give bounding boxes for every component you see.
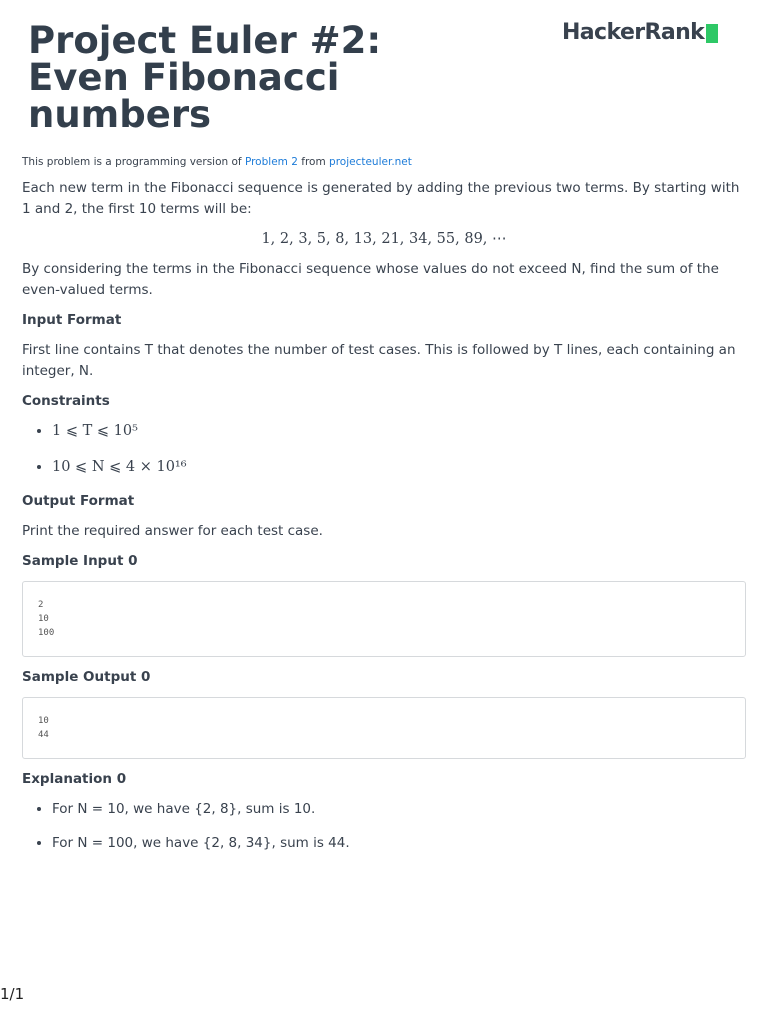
title-line-3: numbers — [28, 93, 212, 136]
intro-prefix: This problem is a programming version of — [22, 156, 245, 168]
code-line: 44 — [38, 730, 49, 740]
code-line: 10 — [38, 716, 49, 726]
sample-input-box[interactable] — [22, 581, 746, 657]
problem-content — [22, 156, 746, 867]
projecteuler-link[interactable]: projecteuler.net — [329, 156, 412, 168]
sample-output-box[interactable] — [22, 697, 746, 759]
problem-2-link[interactable]: Problem 2 — [244, 156, 298, 168]
intro-text — [22, 156, 746, 168]
code-line: 10 — [38, 614, 49, 624]
sample-output-heading: Sample Output 0 — [22, 669, 151, 685]
intro-middle: from — [297, 156, 330, 168]
constraints-list — [22, 421, 746, 477]
explanation-item: • For N = 10, we have {2, 8}, sum is 10. — [52, 799, 746, 819]
problem-paragraph-1: Each new term in the Fibonacci sequence is generated by adding the previous two terms. By starting with 1 and 2, the first 10 terms will be: — [22, 180, 740, 217]
constraint-item: • 10 ⩽ N ⩽ 4 × 10¹⁶ — [52, 457, 746, 477]
code-line: 100 — [38, 628, 55, 638]
code-line: 2 — [38, 600, 44, 610]
explanation-heading: Explanation 0 — [22, 771, 127, 787]
logo-text: HackerRank — [562, 20, 705, 45]
hackerrank-logo — [562, 20, 718, 45]
logo-mark-icon — [706, 24, 718, 43]
input-format-heading: Input Format — [22, 312, 122, 328]
title-line-2: Even Fibonacci — [28, 56, 340, 99]
output-format-heading: Output Format — [22, 493, 135, 509]
constraints-heading: Constraints — [22, 393, 110, 409]
page-title — [28, 19, 508, 136]
constraint-item: • 1 ⩽ T ⩽ 10⁵ — [52, 421, 746, 441]
title-line-1: Project Euler #2: — [28, 19, 382, 62]
fibonacci-sequence: 1, 2, 3, 5, 8, 13, 21, 34, 55, 89, ⋯ — [261, 231, 507, 247]
sample-input-heading: Sample Input 0 — [22, 553, 138, 569]
explanation-item: • For N = 100, we have {2, 8, 34}, sum is 44. — [52, 833, 746, 853]
output-format-text: Print the required answer for each test case. — [22, 523, 323, 539]
explanation-list — [22, 799, 746, 853]
page-number: 1/1 — [0, 985, 25, 1003]
input-format-text: First line contains T that denotes the number of test cases. This is followed by T lines, each containing an integer, N. — [22, 342, 736, 379]
problem-paragraph-2: By considering the terms in the Fibonacci sequence whose values do not exceed N, find the sum of the even-valued terms. — [22, 261, 719, 298]
